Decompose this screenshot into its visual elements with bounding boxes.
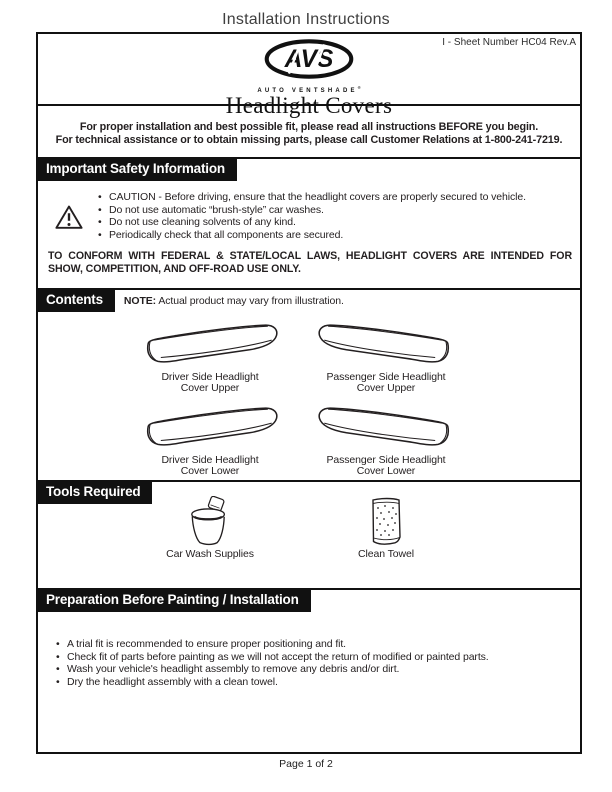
- section-header-contents: Contents: [38, 290, 115, 312]
- item-caption: Passenger Side Headlight Cover Lower: [326, 453, 446, 478]
- preparation-bullet: • Check fit of parts before painting as we will not accept the return of modified or painted parts.: [56, 651, 570, 664]
- page-title: Installation Instructions: [222, 11, 390, 28]
- safety-bullet-list: [98, 191, 526, 242]
- headlight-cover-driver-lower-illustration: [136, 400, 284, 454]
- safety-bullet: • Periodically check that all components are secured.: [98, 229, 526, 242]
- avs-logo-icon: [263, 39, 355, 79]
- preparation-bullet: • Dry the headlight assembly with a clean towel.: [56, 676, 570, 689]
- headlight-cover-driver-upper-illustration: [136, 317, 284, 371]
- sheet-border-box: [36, 32, 582, 754]
- section-header-tools: Tools Required: [38, 482, 152, 504]
- item-caption: Passenger Side Headlight Cover Upper: [326, 370, 446, 395]
- clean-towel-icon: [368, 496, 404, 548]
- safety-bullet: • CAUTION - Before driving, ensure that the headlight covers are properly secured to vehicle.: [98, 191, 526, 204]
- section-tools: [38, 480, 580, 588]
- headlight-cover-passenger-lower-illustration: [312, 400, 460, 454]
- preparation-bullet: • A trial fit is recommended to ensure proper positioning and fit.: [56, 638, 570, 651]
- item-caption: Driver Side Headlight Cover Upper: [161, 370, 259, 395]
- preparation-bullet: • Wash your vehicle's headlight assembly to remove any debris and/or dirt.: [56, 663, 570, 676]
- note-label: NOTE:: [123, 294, 157, 307]
- trademark-symbol: ®: [357, 85, 361, 90]
- sheet-header: [38, 34, 580, 118]
- tool-item: [122, 496, 298, 561]
- safety-content: [54, 191, 570, 242]
- contents-row-lower: [38, 400, 580, 478]
- contents-header-row: [38, 290, 580, 312]
- car-wash-bucket-icon: [187, 496, 233, 548]
- product-title: Headlight Covers: [225, 93, 393, 118]
- sheet-number: I - Sheet Number HC04 Rev.A: [442, 37, 576, 48]
- contents-item: [122, 400, 298, 478]
- contents-row-upper: [38, 317, 580, 395]
- headlight-cover-passenger-upper-illustration: [312, 317, 460, 371]
- contents-item: [298, 317, 474, 395]
- safety-bullet: • Do not use cleaning solvents of any kind.: [98, 216, 526, 229]
- warning-triangle-icon: [54, 193, 84, 242]
- note-text: Actual product may vary from illustration.: [158, 294, 344, 307]
- contents-item: [122, 317, 298, 395]
- section-header-preparation: Preparation Before Painting / Installation: [38, 590, 311, 612]
- tool-label: Clean Towel: [358, 547, 414, 560]
- safety-bullet: • Do not use automatic “brush-style” car washes.: [98, 204, 526, 217]
- svg-text:AVS: AVS: [284, 46, 334, 74]
- tool-label: Car Wash Supplies: [166, 547, 254, 560]
- section-contents: [38, 288, 580, 480]
- item-caption: Driver Side Headlight Cover Lower: [161, 453, 259, 478]
- contents-item: [298, 400, 474, 478]
- section-header-safety: Important Safety Information: [38, 159, 237, 181]
- intro-line-1: For proper installation and best possible fit, please read all instructions BEFORE you begin.: [79, 121, 539, 133]
- intro-line-2: For technical assistance or to obtain missing parts, please call Customer Relations at 1-800-241-7219.: [55, 134, 563, 147]
- tool-item: [298, 496, 474, 561]
- brand-block: [38, 39, 580, 117]
- contents-note: [124, 295, 344, 307]
- page-number: Page 1 of 2: [279, 758, 333, 770]
- legal-conformance-text: TO CONFORM WITH FEDERAL & STATE/LOCAL LAWS, HEADLIGHT COVERS ARE INTENDED FOR SHOW, COMPETITION, AND OFF-ROAD USE ONLY.: [48, 250, 572, 275]
- section-preparation: [38, 588, 580, 752]
- preparation-bullet-list: [56, 638, 570, 689]
- brand-name: AUTO VENTSHADE®: [257, 85, 361, 94]
- section-safety: [38, 157, 580, 288]
- tools-row: [38, 496, 580, 561]
